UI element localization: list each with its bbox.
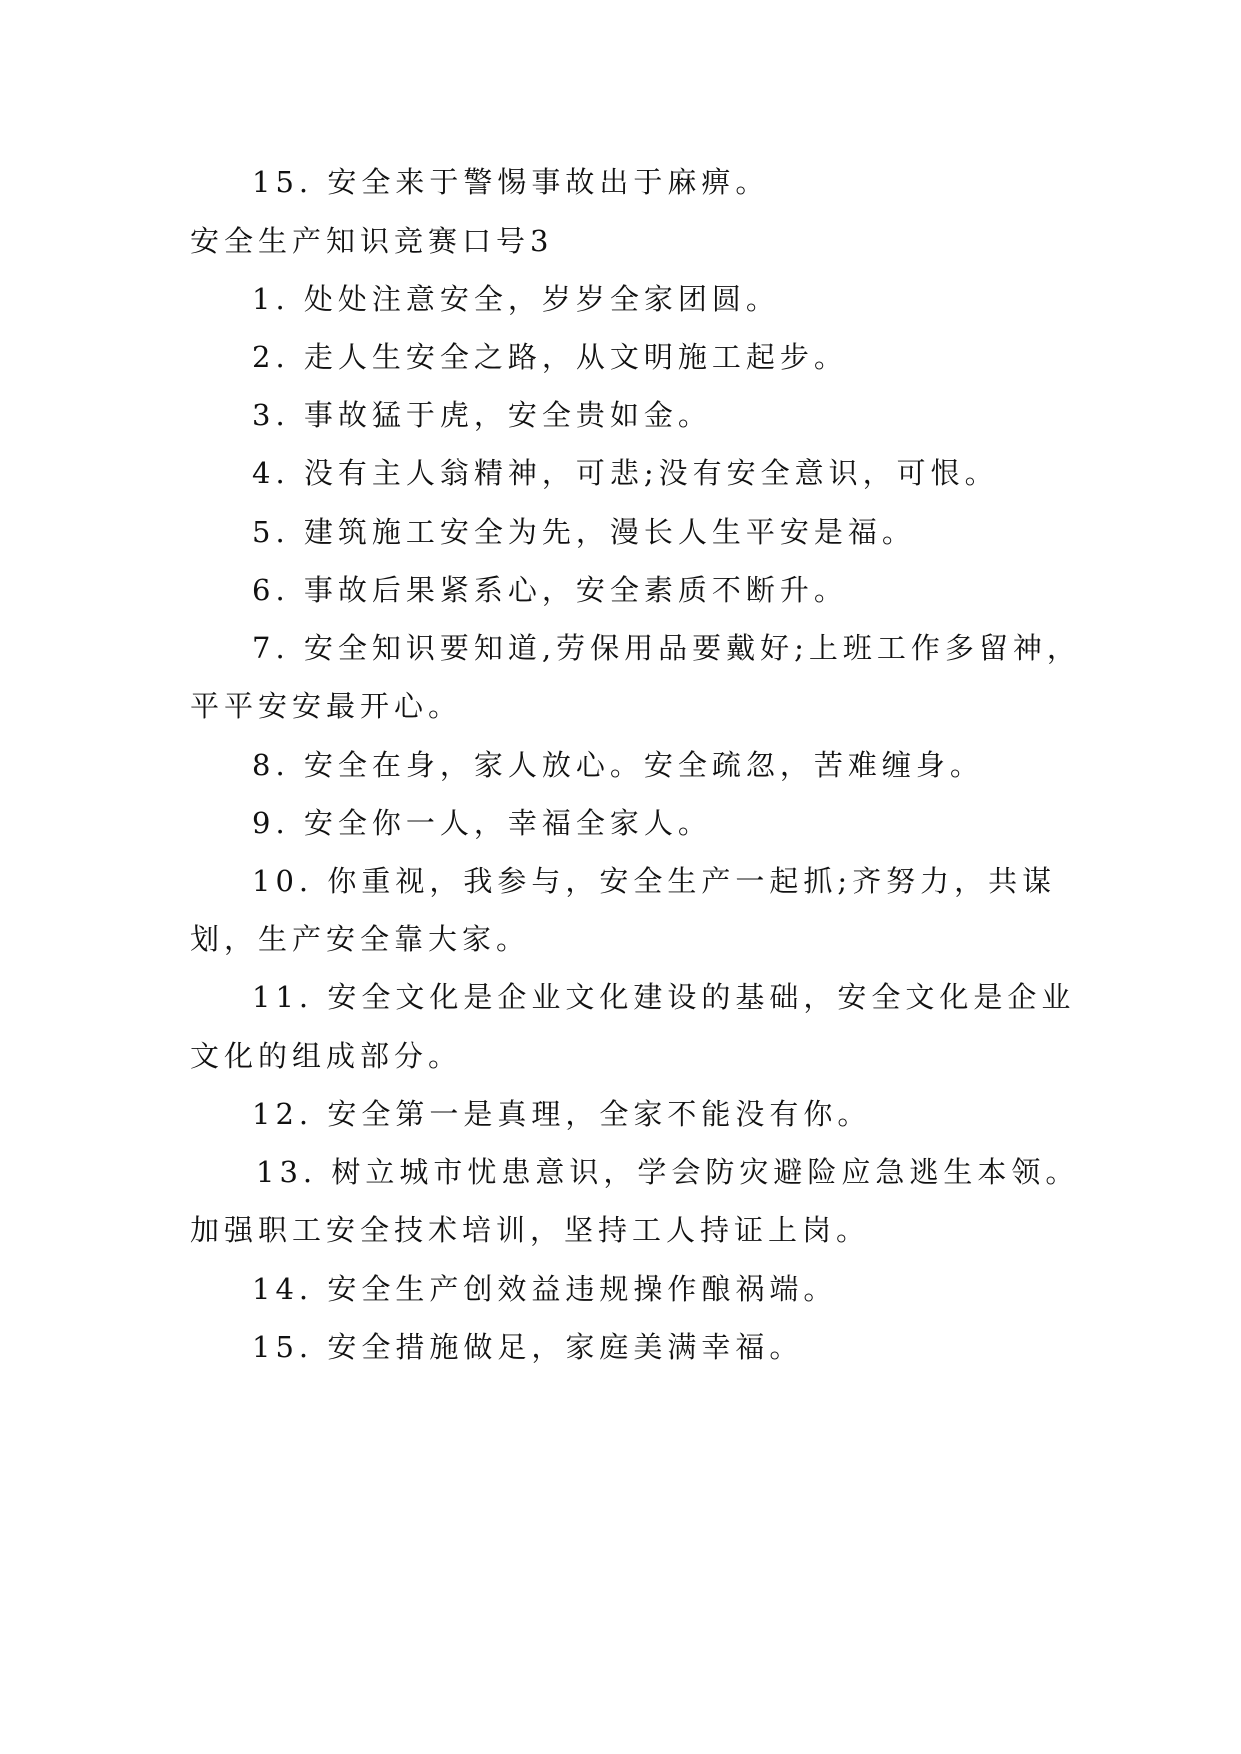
slogan-1: 1. 处处注意安全，岁岁全家团圆。 [252, 282, 780, 316]
slogan-14: 14. 安全生产创效益违规操作酿祸端。 [252, 1272, 838, 1306]
slogan-5: 5. 建筑施工安全为先，漫长人生平安是福。 [252, 515, 916, 549]
slogan-6: 6. 事故后果紧系心，安全素质不断升。 [252, 573, 848, 607]
slogan-11-line-1: 11. 安全文化是企业文化建设的基础，安全文化是企业 [252, 980, 1076, 1014]
slogan-10-line-2: 划，生产安全靠大家。 [190, 922, 531, 956]
slogan-10-line-1: 10. 你重视，我参与，安全生产一起抓;齐努力，共谋 [252, 864, 1057, 898]
slogan-3: 3. 事故猛于虎，安全贵如金。 [252, 398, 712, 432]
slogan-7-line-1: 7. 安全知识要知道,劳保用品要戴好;上班工作多留神， [252, 631, 1081, 665]
slogan-13-line-1: 13. 树立城市忧患意识，学会防灾避险应急逃生本领。 [256, 1155, 1080, 1189]
slogan-8: 8. 安全在身，家人放心。安全疏忽，苦难缠身。 [252, 748, 984, 782]
slogan-13-line-2: 加强职工安全技术培训，坚持工人持证上岗。 [190, 1213, 871, 1247]
slogan-15: 15. 安全措施做足，家庭美满幸福。 [252, 1330, 804, 1364]
slogan-11-line-2: 文化的组成部分。 [190, 1039, 463, 1073]
slogan-15-prev: 15. 安全来于警惕事故出于麻痹。 [252, 165, 770, 199]
slogan-12: 12. 安全第一是真理，全家不能没有你。 [252, 1097, 872, 1131]
slogan-4: 4. 没有主人翁精神，可悲;没有安全意识，可恨。 [252, 456, 999, 490]
slogan-2: 2. 走人生安全之路，从文明施工起步。 [252, 340, 848, 374]
section-heading: 安全生产知识竞赛口号3 [190, 224, 554, 258]
slogan-9: 9. 安全你一人，幸福全家人。 [252, 806, 712, 840]
slogan-7-line-2: 平平安安最开心。 [190, 689, 463, 723]
